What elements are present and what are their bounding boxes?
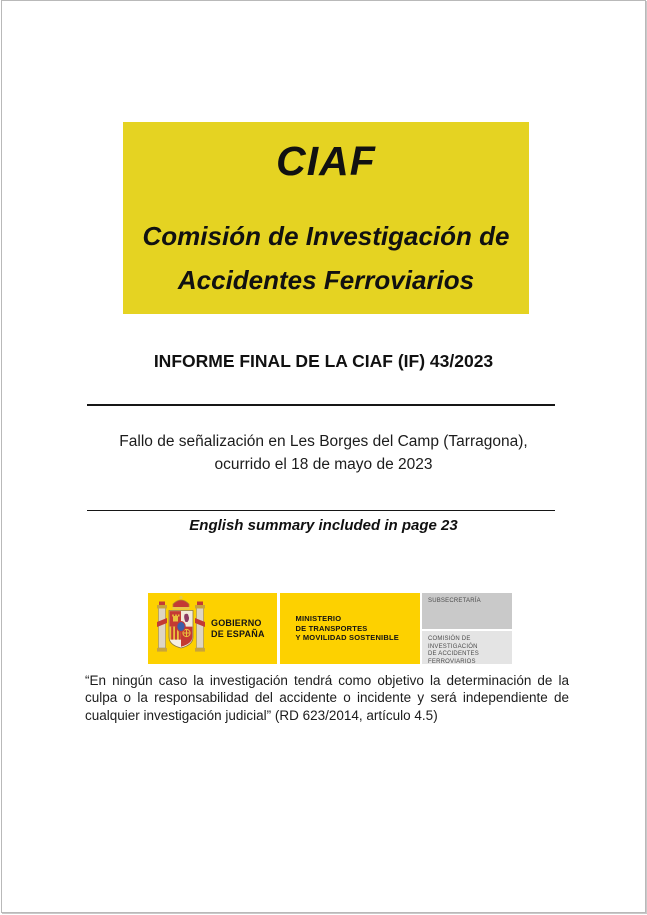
ciaf-full-name-line2: Accidentes Ferroviarios xyxy=(177,265,475,295)
gobierno-line1: GOBIERNO xyxy=(211,617,262,628)
incident-subtitle-line1: Fallo de señalización en Les Borges del Camp (Tarragona), xyxy=(119,433,528,450)
ministry-line3: Y MOVILIDAD SOSTENIBLE xyxy=(295,633,399,643)
ministry-block xyxy=(280,593,421,664)
report-title: INFORME FINAL DE LA CIAF (IF) 43/2023 xyxy=(153,351,494,371)
subsecretaria-label: SUBSECRETARÍA xyxy=(428,598,481,604)
commission-line2: DE ACCIDENTES FERROVIARIOS xyxy=(428,651,479,665)
spain-coat-of-arms-icon xyxy=(156,595,206,662)
ministry-line2: DE TRANSPORTES xyxy=(295,623,368,633)
ministry-line1: MINISTERIO xyxy=(295,614,342,624)
ciaf-full-name-line1: Comisión de Investigación de xyxy=(142,221,510,251)
ciaf-acronym: CIAF xyxy=(276,138,376,184)
commission-box xyxy=(422,631,512,664)
horizontal-rule-top xyxy=(87,404,555,406)
horizontal-rule-bottom xyxy=(87,510,555,511)
ciaf-title-banner xyxy=(123,122,529,314)
legal-disclaimer-quote: “En ningún caso la investigación tendrá como objetivo la determinación de la culpa o la responsabilidad del accidente o incidente y será independiente de cualquier investigación judicial” (RD 623/2014, artículo 4.5) xyxy=(85,673,569,723)
gobierno-de-espana-label xyxy=(211,618,265,640)
ministry-label xyxy=(280,614,399,643)
subsecretaria-box xyxy=(422,593,512,629)
government-logo-yellow-band xyxy=(148,593,420,664)
english-summary-note: English summary included in page 23 xyxy=(189,517,458,534)
government-logo-strip xyxy=(148,593,512,664)
ciaf-full-name xyxy=(123,214,529,302)
report-cover-page xyxy=(1,0,646,913)
gobierno-line2: DE ESPAÑA xyxy=(211,628,265,639)
incident-subtitle xyxy=(2,431,645,476)
logo-department-column xyxy=(422,593,512,664)
incident-subtitle-line2: ocurrido el 18 de mayo de 2023 xyxy=(214,455,433,473)
gobierno-de-espana-block xyxy=(148,593,277,664)
commission-line1: COMISIÓN DE INVESTIGACIÓN xyxy=(428,636,478,650)
